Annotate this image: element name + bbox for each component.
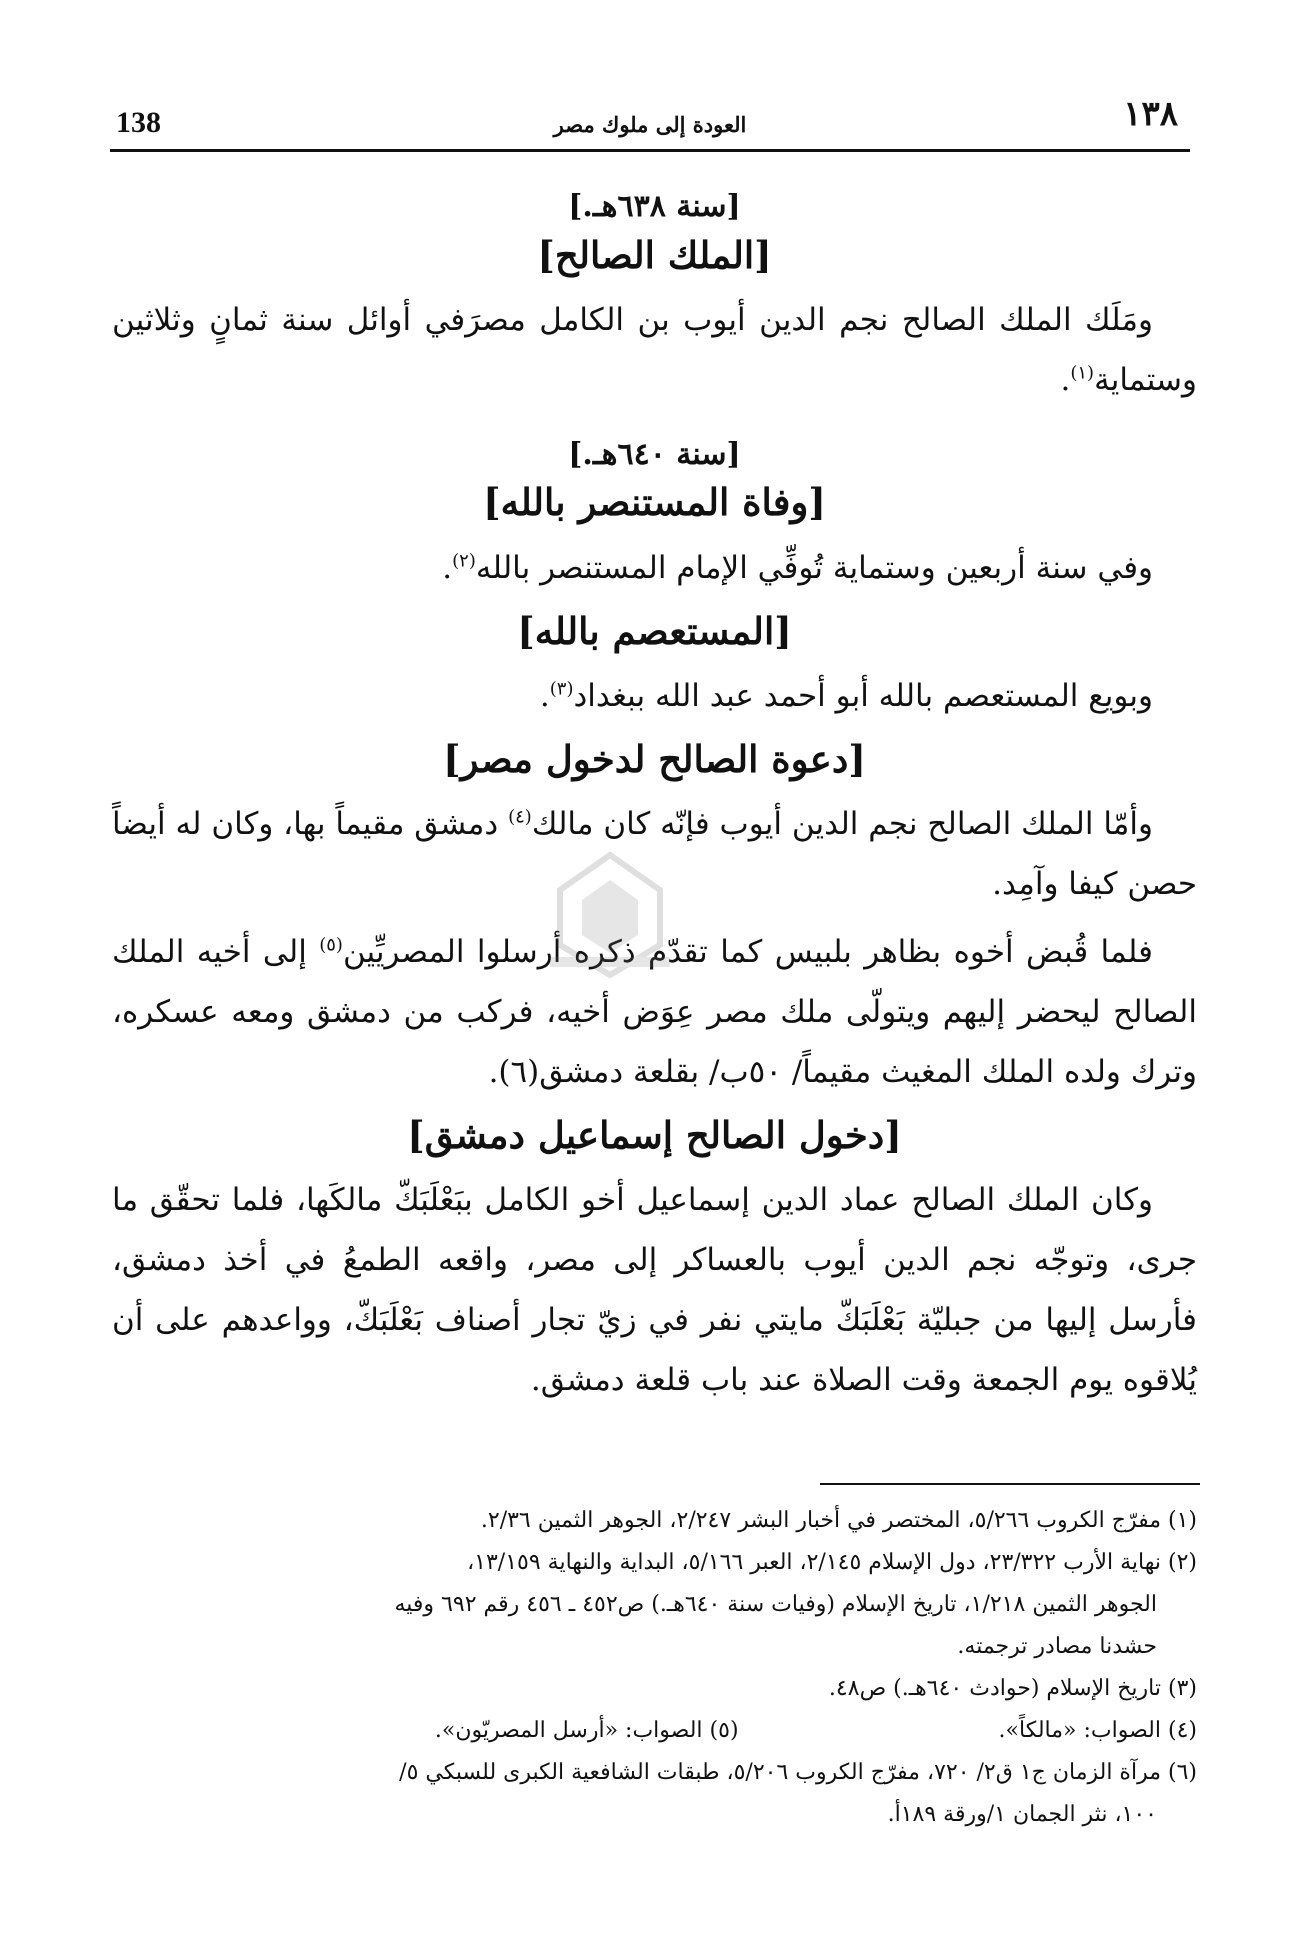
header-rule <box>110 149 1190 152</box>
footnote-ref: (٣) <box>549 678 574 700</box>
footnote-row <box>112 1710 1197 1752</box>
paragraph: وأمّا الملك الصالح نجم الدين أيوب فإنّه كان مالك$^{(٤)}$ دمشق مقيماً بها، وكان له أيضاً حصن كيفا وآمِد. <box>112 806 1197 902</box>
section-title: [الملك الصالح] <box>537 232 772 277</box>
footnote-ref: (٥) <box>319 934 343 956</box>
footnote-ref: (٢) <box>452 550 476 572</box>
main-text <box>112 180 1197 1418</box>
page-number-arabic: ١٣٨ <box>1123 94 1178 134</box>
page-number-latin: 138 <box>116 106 161 139</box>
footnote-2-continued: حشدنا مصادر ترجمته. <box>957 1634 1157 1659</box>
running-title: العودة إلى ملوك مصر <box>553 112 747 137</box>
section-title: [دخول الصالح إسماعيل دمشق] <box>407 1113 902 1157</box>
year-heading: [سنة ٦٣٨هـ.] <box>568 189 741 224</box>
footnote-ref: (٤) <box>508 806 532 828</box>
paragraph: ومَلَك الملك الصالح نجم الدين أيوب بن الكامل مصرَفي أوائل سنة ثمانٍ وثلاثين وستماية$^{(١)}$. <box>112 301 1197 398</box>
footnotes <box>112 1500 1197 1836</box>
footnote-2-continued: الجوهر الثمين ١/٢١٨، تاريخ الإسلام (وفيات سنة ٦٤٠هـ.) ص٤٥٢ ـ ٤٥٦ رقم ٦٩٢ وفيه <box>394 1592 1157 1617</box>
footnote-2: (٢) نهاية الأرب ٢٣/٣٢٢، دول الإسلام ٢/١٤٥، العبر ٥/١٦٦، البداية والنهاية ١٣/١٥٩، <box>467 1550 1197 1575</box>
paragraph: وبويع المستعصم بالله أبو أحمد عبد الله ببغداد$^{(٣)}$. <box>539 677 1153 714</box>
footnote-separator <box>820 1483 1200 1485</box>
section-title: [المستعصم بالله] <box>517 608 792 653</box>
year-heading: [سنة ٦٤٠هـ.] <box>568 436 741 472</box>
paragraph: وكان الملك الصالح عماد الدين إسماعيل أخو الكامل ببَعْلَبَكّ مالكَها، فلما تحقّق ما جرى، وتوجّه نجم الدين أيوب بالعساكر إلى مصر، واقعه الطمعُ في أخذ دمشق، فأرسل إليها من جبليّة بَعْلَبَكّ مايتي نفر في زيّ تجار أصناف بَعْلَبَكّ، وواعدهم على أن يُلاقوه يوم الجمعة وقت الصلاة عند باب قلعة دمشق. <box>112 1182 1197 1399</box>
footnote-1: (١) مفرّج الكروب ٥/٢٦٦، المختصر في أخبار البشر ٢/٢٤٧، الجوهر الثمين ٢/٣٦. <box>480 1508 1197 1533</box>
footnote-6: (٦) مرآة الزمان ج١ ق٢/ ٧٢٠، مفرّج الكروب ٥/٢٠٦، طبقات الشافعية الكبرى للسبكي ٥/ <box>399 1760 1197 1785</box>
footnote-3: (٣) تاريخ الإسلام (حوادث ٦٤٠هـ.) ص٤٨. <box>828 1676 1197 1701</box>
page-header <box>110 92 1190 152</box>
footnote-6-continued: ١٠٠، نثر الجمان ١/ورقة ١٨٩أ. <box>887 1802 1157 1827</box>
section-title: [دعوة الصالح لدخول مصر] <box>443 736 866 781</box>
footnote-4: (٤) الصواب: «مالكاً». <box>998 1718 1197 1743</box>
section-title: [وفاة المستنصر بالله] <box>483 480 826 525</box>
paragraph: وفي سنة أربعين وستماية تُوفِّي الإمام المستنصر بالله$^{(٢)}$. <box>442 549 1153 586</box>
footnote-5: (٥) الصواب: «أرسل المصريّون». <box>434 1718 739 1743</box>
library-watermark <box>510 845 710 985</box>
paragraph: فلما قُبض أخوه بظاهر بلبيس كما تقدّم ذكره أرسلوا المصريِّين$^{(٥)}$ إلى أخيه الملك الصالح ليحضر إليهم ويتولّى ملك مصر عِوَض أخيه، فركب من دمشق ومعه عسكره، وترك ولده الملك المغيث مقيماً/ ٥٠ب/ بقلعة دمشق(٦). <box>112 934 1197 1090</box>
footnote-ref: (١) <box>1070 362 1095 384</box>
